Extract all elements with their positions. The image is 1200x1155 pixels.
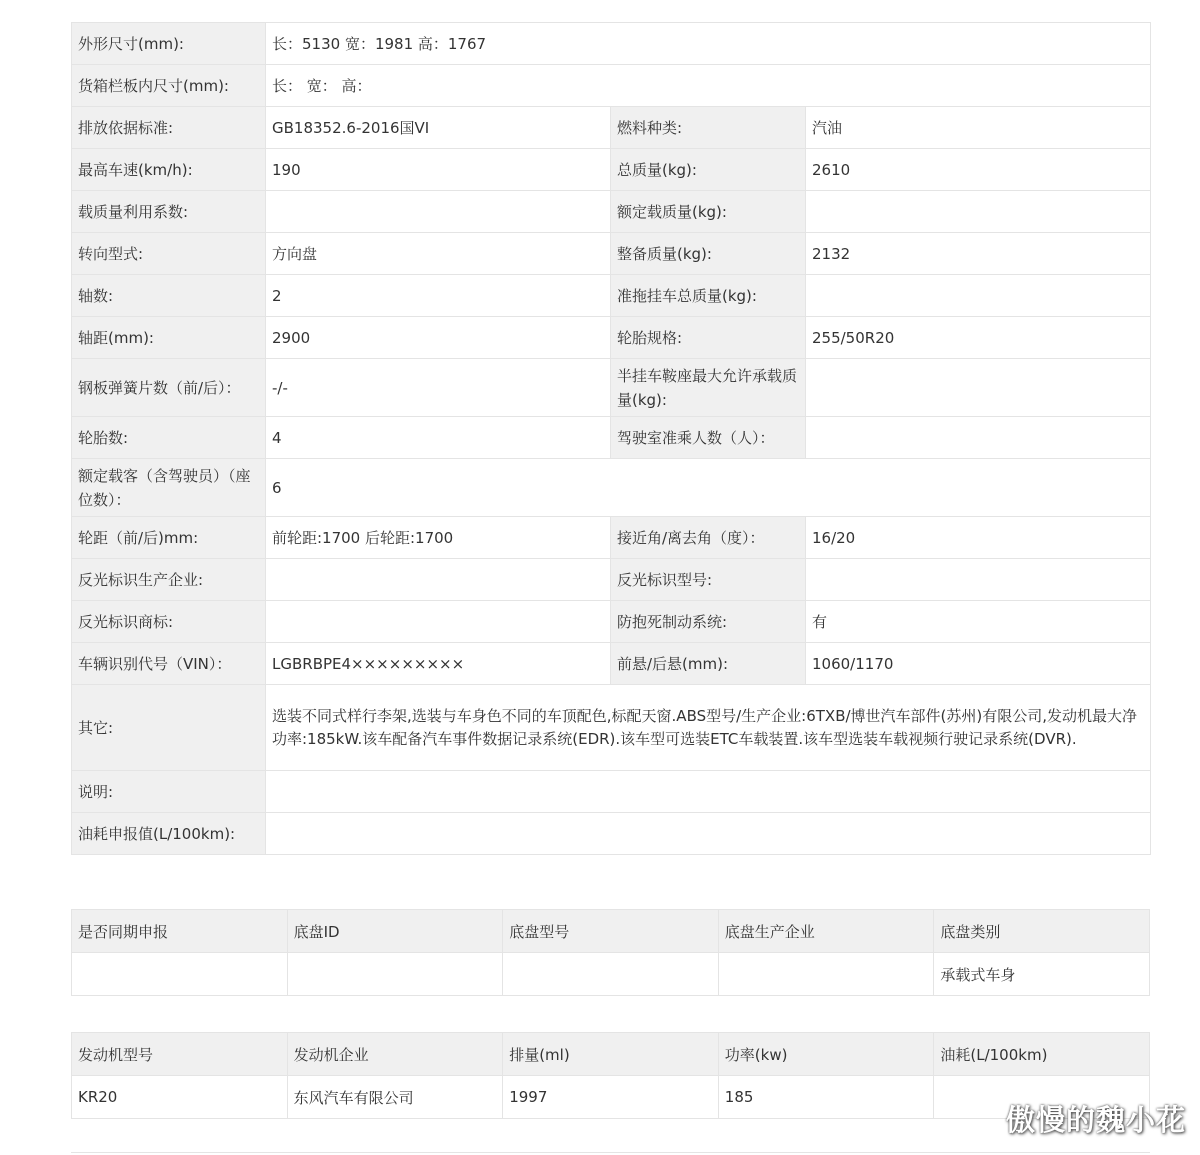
chassis-cell <box>287 953 503 996</box>
engine-cell: KR20 <box>72 1076 288 1119</box>
cab-passengers-value <box>806 417 1151 459</box>
axles-label: 轴数: <box>72 275 266 317</box>
spec-row <box>72 813 1151 855</box>
spec-row <box>72 459 1151 517</box>
chassis-header-cell: 是否同期申报 <box>72 910 288 953</box>
spec-row <box>72 233 1151 275</box>
reflector-brand-value <box>266 601 611 643</box>
overhang-value: 1060/1170 <box>806 643 1151 685</box>
total-mass-value: 2610 <box>806 149 1151 191</box>
wheelbase-value: 2900 <box>266 317 611 359</box>
emission-value: GB18352.6-2016国VI <box>266 107 611 149</box>
reflector-model-label: 反光标识型号: <box>611 559 806 601</box>
notes-value <box>266 771 1151 813</box>
steering-label: 转向型式: <box>72 233 266 275</box>
trailer-mass-label: 准拖挂车总质量(kg): <box>611 275 806 317</box>
engine-cell: 1997 <box>503 1076 719 1119</box>
fuel-value: 汽油 <box>806 107 1151 149</box>
reflector-model-value <box>806 559 1151 601</box>
spec-row <box>72 601 1151 643</box>
chassis-cell <box>503 953 719 996</box>
cargo-box-value: 长： 宽： 高： <box>266 65 1151 107</box>
tires-label: 轮胎数: <box>72 417 266 459</box>
axles-value: 2 <box>266 275 611 317</box>
engine-row <box>72 1076 1150 1119</box>
track-value: 前轮距:1700 后轮距:1700 <box>266 517 611 559</box>
chassis-header-cell: 底盘类别 <box>934 910 1150 953</box>
engine-header-row <box>72 1033 1150 1076</box>
other-label: 其它: <box>72 685 266 771</box>
saddle-load-value <box>806 359 1151 417</box>
load-util-label: 载质量利用系数: <box>72 191 266 233</box>
seats-label: 额定载客（含驾驶员）（座位数）： <box>72 459 266 517</box>
curb-mass-label: 整备质量(kg): <box>611 233 806 275</box>
spec-row <box>72 417 1151 459</box>
reflector-brand-label: 反光标识商标: <box>72 601 266 643</box>
engine-header-cell: 油耗(L/100km) <box>934 1033 1150 1076</box>
dimensions-value: 长：5130 宽：1981 高：1767 <box>266 23 1151 65</box>
rated-load-label: 额定载质量(kg): <box>611 191 806 233</box>
chassis-header-cell: 底盘ID <box>287 910 503 953</box>
engine-cell: 东风汽车有限公司 <box>287 1076 503 1119</box>
load-util-value <box>266 191 611 233</box>
watermark: 傲慢的魏小花 <box>1005 1103 1186 1137</box>
spec-row <box>72 23 1151 65</box>
spec-row <box>72 685 1151 771</box>
chassis-cell <box>72 953 288 996</box>
cargo-box-label: 货箱栏板内尺寸(mm): <box>72 65 266 107</box>
max-speed-value: 190 <box>266 149 611 191</box>
spec-row <box>72 191 1151 233</box>
chassis-cell <box>718 953 934 996</box>
fuel-report-value <box>266 813 1151 855</box>
max-speed-label: 最高车速(km/h): <box>72 149 266 191</box>
spec-row <box>72 65 1151 107</box>
cab-passengers-label: 驾驶室准乘人数（人）： <box>611 417 806 459</box>
spec-row <box>72 559 1151 601</box>
engine-table <box>71 1032 1150 1119</box>
dimensions-label: 外形尺寸(mm): <box>72 23 266 65</box>
overhang-label: 前悬/后悬(mm): <box>611 643 806 685</box>
emission-label: 排放依据标准: <box>72 107 266 149</box>
wheelbase-label: 轴距(mm): <box>72 317 266 359</box>
abs-label: 防抱死制动系统: <box>611 601 806 643</box>
spec-row <box>72 275 1151 317</box>
abs-value: 有 <box>806 601 1151 643</box>
leaf-springs-value: -/- <box>266 359 611 417</box>
curb-mass-value: 2132 <box>806 233 1151 275</box>
spec-row <box>72 771 1151 813</box>
reflector-maker-value <box>266 559 611 601</box>
vin-value: LGBRBPE4××××××××× <box>266 643 611 685</box>
spec-row <box>72 517 1151 559</box>
engine-header-cell: 功率(kw) <box>718 1033 934 1076</box>
tires-value: 4 <box>266 417 611 459</box>
spec-row <box>72 149 1151 191</box>
track-label: 轮距（前/后)mm: <box>72 517 266 559</box>
leaf-springs-label: 钢板弹簧片数（前/后）： <box>72 359 266 417</box>
total-mass-label: 总质量(kg): <box>611 149 806 191</box>
chassis-header-cell: 底盘型号 <box>503 910 719 953</box>
steering-value: 方向盘 <box>266 233 611 275</box>
angles-value: 16/20 <box>806 517 1151 559</box>
tire-spec-label: 轮胎规格: <box>611 317 806 359</box>
engine-cell: 185 <box>718 1076 934 1119</box>
spec-row <box>72 643 1151 685</box>
fuel-report-label: 油耗申报值(L/100km): <box>72 813 266 855</box>
chassis-header-row <box>72 910 1150 953</box>
vin-label: 车辆识别代号（VIN）： <box>72 643 266 685</box>
other-value: 选装不同式样行李架,选装与车身色不同的车顶配色,标配天窗.ABS型号/生产企业:6TXB/博世汽车部件(苏州)有限公司,发动机最大净功率:185kW.该车配备汽车事件数据记录系统(EDR).该车型可选装ETC车载装置.该车型选装车载视频行驶记录系统(DVR). <box>266 685 1151 771</box>
reflector-maker-label: 反光标识生产企业: <box>72 559 266 601</box>
engine-header-cell: 发动机型号 <box>72 1033 288 1076</box>
spec-table <box>71 22 1151 855</box>
engine-header-cell: 发动机企业 <box>287 1033 503 1076</box>
fuel-label: 燃料种类: <box>611 107 806 149</box>
spec-row <box>72 317 1151 359</box>
tire-spec-value: 255/50R20 <box>806 317 1151 359</box>
saddle-load-label: 半挂车鞍座最大允许承载质量(kg): <box>611 359 806 417</box>
chassis-cell: 承载式车身 <box>934 953 1150 996</box>
bottom-divider <box>71 1152 1150 1153</box>
engine-header-cell: 排量(ml) <box>503 1033 719 1076</box>
angles-label: 接近角/离去角（度）： <box>611 517 806 559</box>
chassis-row <box>72 953 1150 996</box>
notes-label: 说明: <box>72 771 266 813</box>
seats-value: 6 <box>266 459 1151 517</box>
chassis-table <box>71 909 1150 996</box>
spec-row <box>72 107 1151 149</box>
trailer-mass-value <box>806 275 1151 317</box>
spec-row <box>72 359 1151 417</box>
rated-load-value <box>806 191 1151 233</box>
chassis-header-cell: 底盘生产企业 <box>718 910 934 953</box>
